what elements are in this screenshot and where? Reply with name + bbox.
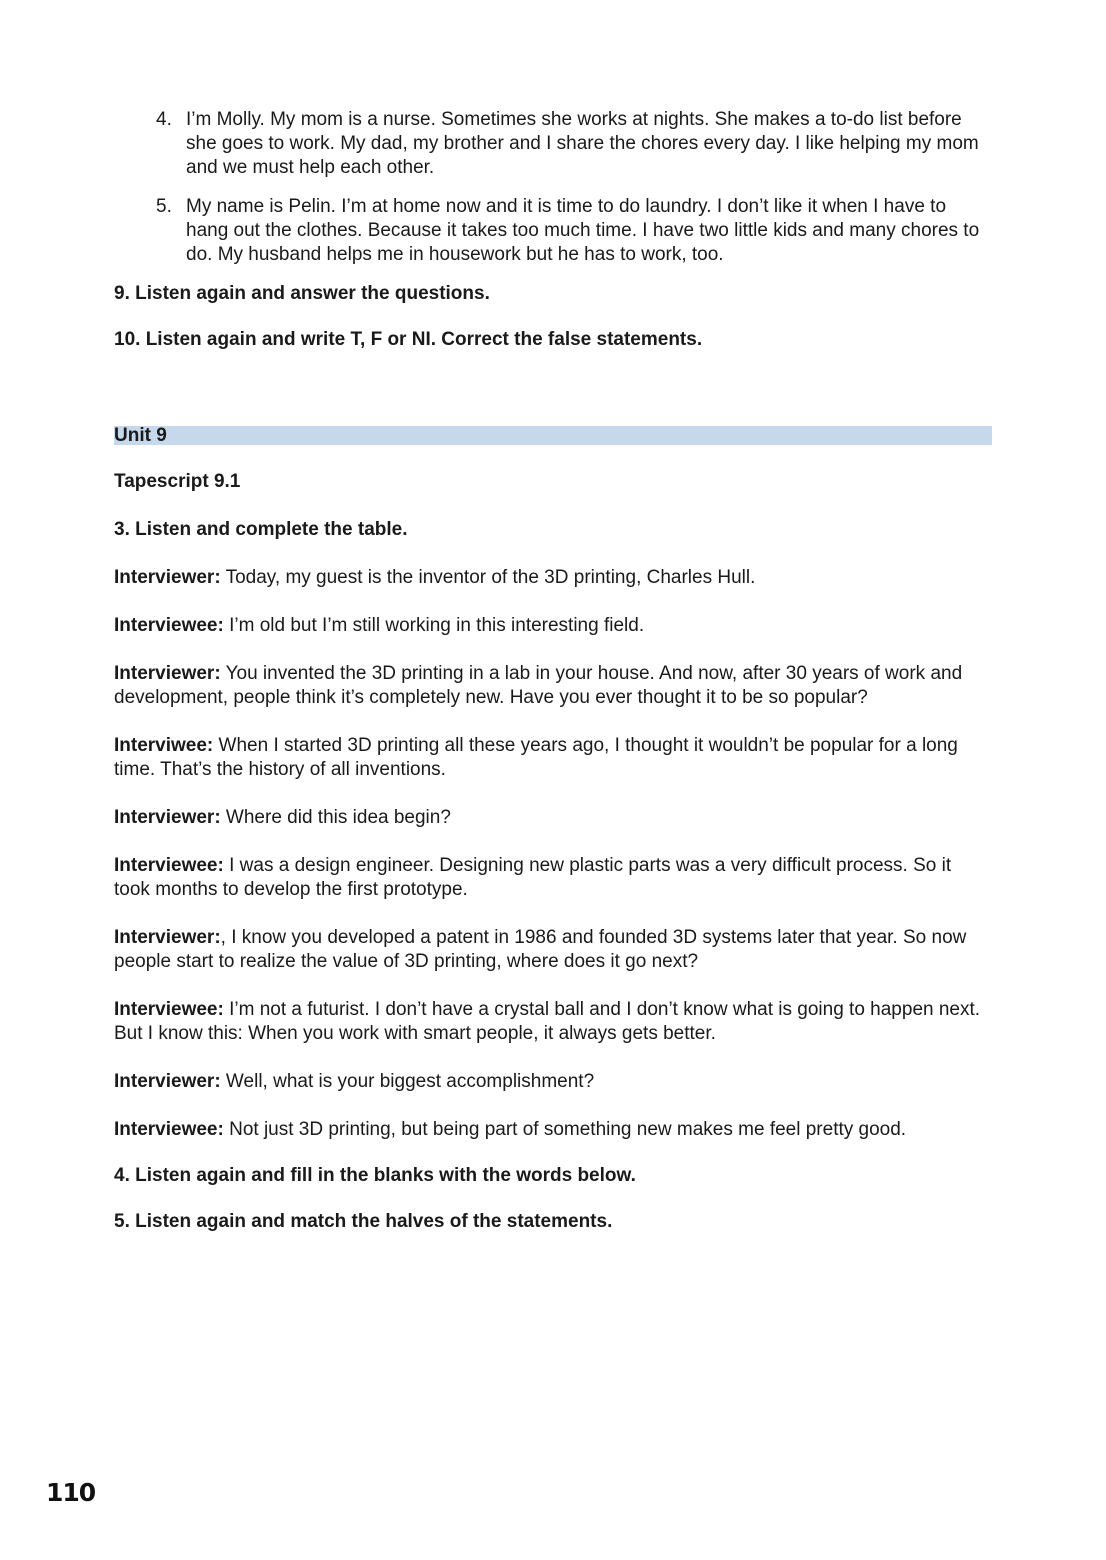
- task-5-heading: 5. Listen again and match the halves of the statements.: [114, 1211, 613, 1232]
- dialog-turn: [114, 1118, 992, 1142]
- dialog-turn: [114, 998, 992, 1046]
- dialog: [114, 566, 992, 1142]
- task-4-heading: 4. Listen again and fill in the blanks with the words below.: [114, 1165, 636, 1186]
- page-content: [114, 108, 992, 1234]
- list-item-text: I’m Molly. My mom is a nurse. Sometimes she works at nights. She makes a to-do list before she goes to work. My dad, my brother and I share the chores every day. I like helping my mom and we must help each other.: [186, 109, 979, 178]
- dialog-turn: [114, 854, 992, 902]
- dialog-text: Not just 3D printing, but being part of something new makes me feel pretty good.: [223, 1119, 907, 1140]
- task-9-heading: 9. Listen again and answer the questions.: [114, 283, 490, 304]
- dialog-text: You invented the 3D printing in a lab in your house. And now, after 30 years of work and development, people think it’s completely new. Have you ever thought it to be so popular?: [114, 663, 963, 708]
- numbered-list: [114, 108, 992, 267]
- speaker-label: Interviewee:: [114, 615, 224, 636]
- tapescript-title: Tapescript 9.1: [114, 471, 241, 492]
- page-number: 110: [46, 1478, 96, 1507]
- unit-title-bar: Unit 9: [114, 426, 992, 445]
- dialog-text: I’m old but I’m still working in this interesting field.: [223, 615, 645, 636]
- task-3-heading: 3. Listen and complete the table.: [114, 519, 408, 540]
- speaker-label: Interviewee:: [114, 1119, 224, 1140]
- speaker-label: Interviewer:: [114, 663, 221, 684]
- dialog-turn: [114, 806, 992, 830]
- task-10-heading: 10. Listen again and write T, F or NI. Correct the false statements.: [114, 329, 703, 350]
- speaker-label: Interviewer:: [114, 927, 221, 948]
- dialog-text: , I know you developed a patent in 1986 and founded 3D systems later that year. So now people start to realize the value of 3D printing, where does it go next?: [114, 927, 967, 972]
- list-item: [114, 195, 992, 267]
- dialog-text: I was a design engineer. Designing new plastic parts was a very difficult process. So it took months to develop the first prototype.: [114, 855, 952, 900]
- speaker-label: Interviewee:: [114, 999, 224, 1020]
- list-item-text: My name is Pelin. I’m at home now and it is time to do laundry. I don’t like it when I have to hang out the clothes. Because it takes too much time. I have two little kids and many chores to do. My husband helps me in housework but he has to work, too.: [186, 196, 980, 265]
- list-item-number: 4.: [156, 109, 172, 130]
- dialog-text: Well, what is your biggest accomplishment?: [220, 1071, 595, 1092]
- dialog-text: I’m not a futurist. I don’t have a crystal ball and I don’t know what is going to happen next. But I know this: When you work with smart people, it always gets better.: [114, 999, 981, 1044]
- list-item: [114, 108, 992, 180]
- speaker-label: Interviewer:: [114, 1071, 221, 1092]
- dialog-turn: [114, 614, 992, 638]
- dialog-text: Today, my guest is the inventor of the 3D printing, Charles Hull.: [220, 567, 756, 588]
- dialog-text: When I started 3D printing all these years ago, I thought it wouldn’t be popular for a long time. That’s the history of all inventions.: [114, 735, 958, 780]
- dialog-turn: [114, 926, 992, 974]
- dialog-turn: [114, 1070, 992, 1094]
- speaker-label: Interviwee:: [114, 735, 214, 756]
- speaker-label: Interviewer:: [114, 807, 221, 828]
- speaker-label: Interviewee:: [114, 855, 224, 876]
- dialog-text: Where did this idea begin?: [220, 807, 451, 828]
- dialog-turn: [114, 734, 992, 782]
- dialog-turn: [114, 566, 992, 590]
- speaker-label: Interviewer:: [114, 567, 221, 588]
- list-item-number: 5.: [156, 196, 172, 217]
- dialog-turn: [114, 662, 992, 710]
